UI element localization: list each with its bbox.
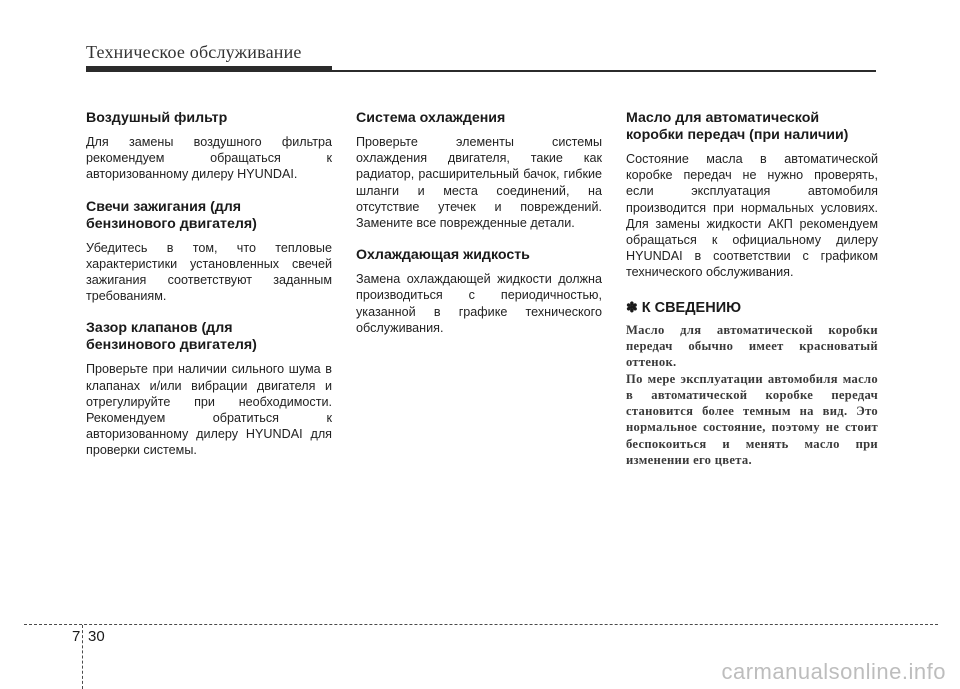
- middle-column: [356, 110, 602, 352]
- atf-heading: Масло для автоматической коробки передач (при наличии): [626, 110, 849, 143]
- atf-text: Состояние масла в автоматической коробке передач не нужно проверять, если эксплуатация автомобиля производится при нормальных условиях. Для замены жидкости АКП рекомендуем обращаться к официальному дилеру HYUNDAI в соответствии с графиком технического обслуживания.: [626, 152, 878, 280]
- note-heading: [626, 299, 878, 316]
- footer-vertical-divider: [82, 625, 83, 689]
- note-heading-text: К СВЕДЕНИЮ: [641, 299, 742, 316]
- valve-clearance-text: Проверьте при наличии сильного шума в клапанах и/или вибрации двигателя и отрегулируйте при необходимости. Рекомендуем обратиться к авторизованному дилеру HYUNDAI для проверки системы.: [86, 362, 332, 458]
- header-rule-thin: [332, 70, 876, 72]
- note-text-2: По мере эксплуатации автомобиля масло в автоматической коробке передач становится более темным на вид. Это нормальное состояние, поэтому не стоит беспокоиться и менять масло при изменении его цвета.: [626, 371, 878, 467]
- note-text-1: Масло для автоматической коробки передач обычно имеет красноватый оттенок.: [626, 322, 878, 370]
- header-rule-thick: [86, 66, 332, 72]
- coolant-heading: Охлаждающая жидкость: [356, 247, 530, 264]
- page-number: 30: [88, 628, 105, 645]
- spark-plugs-text: Убедитесь в том, что тепловые характеристики установленных свечей зажигания соответствуют заданным требованиям.: [86, 240, 332, 304]
- spark-plugs-heading: [86, 199, 326, 233]
- cooling-system-text: Проверьте элементы системы охлаждения двигателя, такие как радиатор, расширительный бачок, гибкие шланги и места соединений, на отсутствие утечек и повреждений. Замените все поврежденные детали.: [356, 135, 602, 231]
- coolant-text: Замена охлаждающей жидкости должна производиться с периодичностью, указанной в графике технического обслуживания.: [356, 272, 602, 335]
- watermark: carmanualsonline.info: [721, 659, 946, 684]
- section-title: Техническое обслуживание: [86, 42, 302, 62]
- air-filter-heading: Воздушный фильтр: [86, 110, 228, 126]
- right-column: [626, 110, 878, 468]
- air-filter-text: Для замены воздушного фильтра рекомендуем обращаться к авторизованному дилеру HYUNDAI.: [86, 135, 332, 182]
- footer-divider: [24, 624, 938, 625]
- note-star-icon: ✽: [626, 298, 638, 315]
- cooling-system-heading: Система охлаждения: [356, 110, 506, 126]
- spark-plugs-heading-text: Свечи зажигания (для бензинового двигателя): [86, 198, 257, 232]
- valve-clearance-heading-text: Зазор клапанов (для бензинового двигателя): [86, 320, 257, 354]
- left-column: [86, 110, 332, 475]
- chapter-number: 7: [72, 628, 81, 645]
- valve-clearance-heading: [86, 320, 326, 354]
